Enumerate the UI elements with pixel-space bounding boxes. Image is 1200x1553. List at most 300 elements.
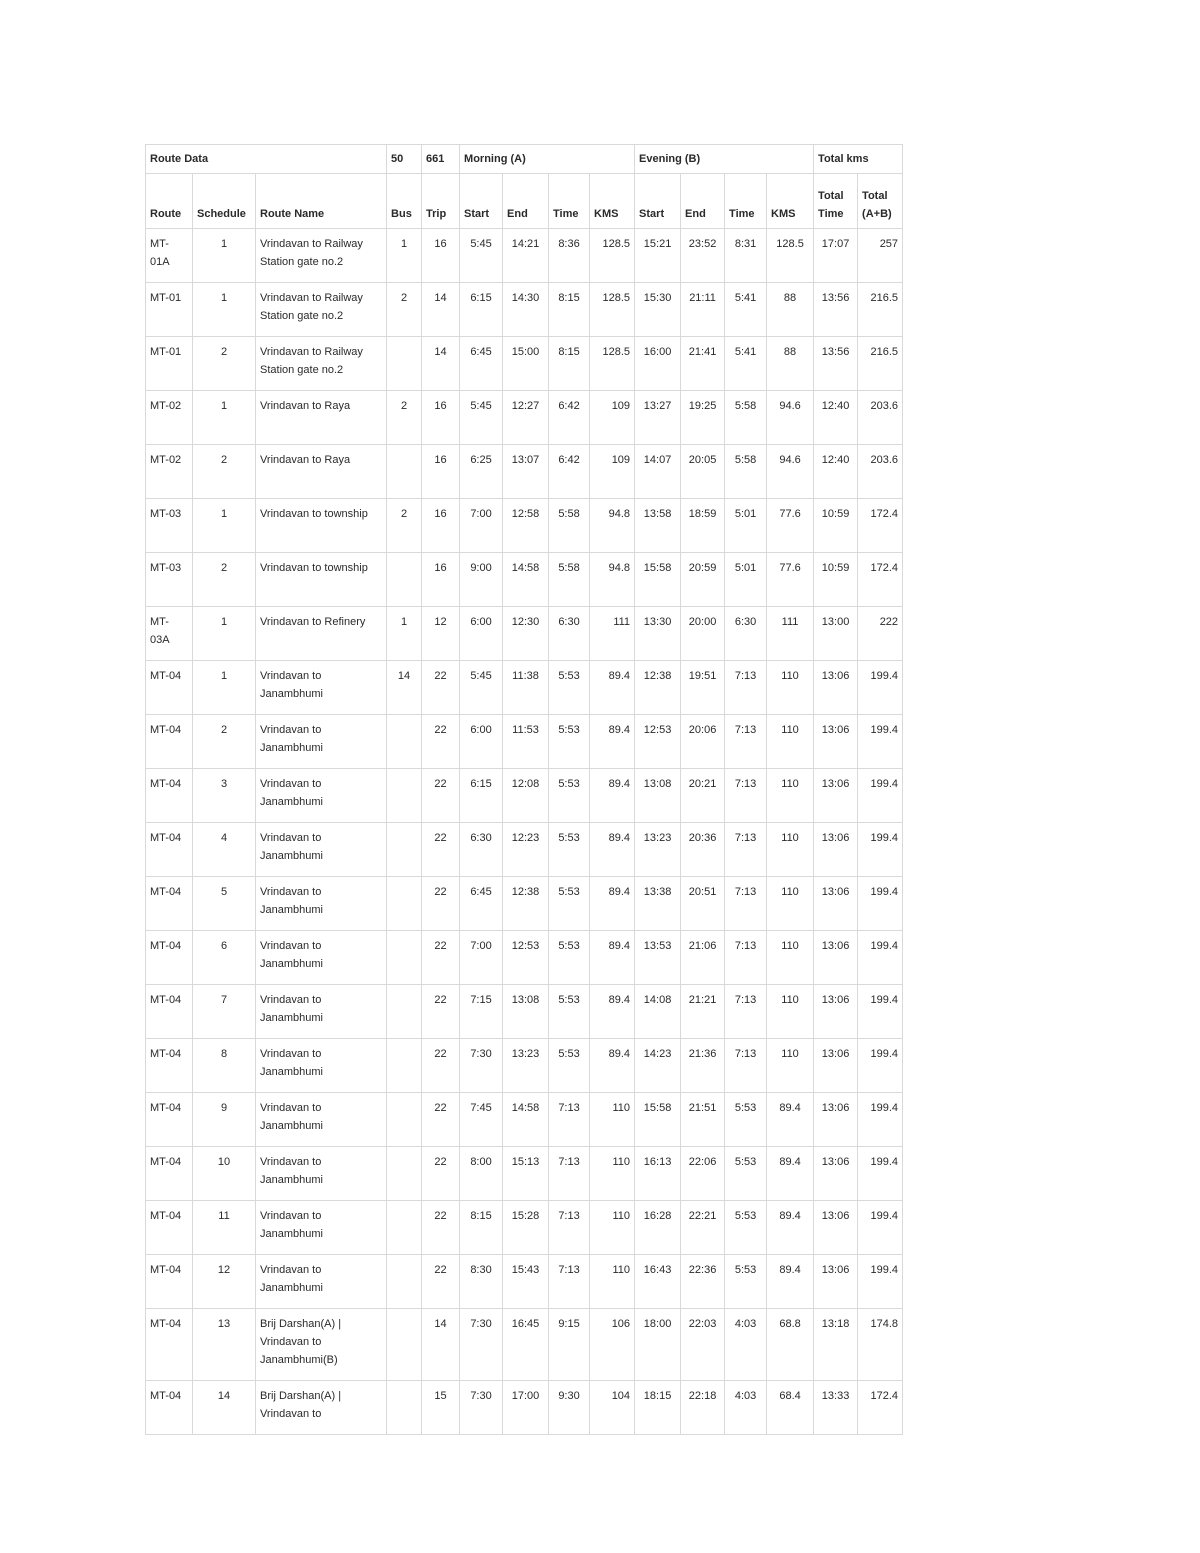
total-time-cell: 13:56 [814, 283, 858, 337]
column-header-evening-kms: KMS [767, 174, 814, 229]
evening-end-cell: 19:51 [681, 661, 725, 715]
total-kms-cell: 199.4 [858, 823, 903, 877]
table-row [146, 985, 903, 1039]
evening-time-cell: 4:03 [725, 1309, 767, 1381]
total-kms-cell: 172.4 [858, 499, 903, 553]
route-name-cell: Vrindavan to Janambhumi [256, 877, 387, 931]
trip-cell: 12 [422, 607, 460, 661]
trip-cell: 22 [422, 877, 460, 931]
evening-kms-cell: 128.5 [767, 229, 814, 283]
bus-cell [387, 823, 422, 877]
total-time-cell: 12:40 [814, 445, 858, 499]
schedule-cell: 2 [193, 553, 256, 607]
total-kms-cell: 199.4 [858, 931, 903, 985]
table-row [146, 823, 903, 877]
evening-start-cell: 13:58 [635, 499, 681, 553]
route-cell: MT-02 [146, 391, 193, 445]
table-row [146, 769, 903, 823]
route-name-cell: Brij Darshan(A) | Vrindavan to [256, 1381, 387, 1435]
evening-kms-cell: 110 [767, 1039, 814, 1093]
morning-end-cell: 14:30 [503, 283, 549, 337]
schedule-cell: 9 [193, 1093, 256, 1147]
table-row [146, 1255, 903, 1309]
trip-cell: 16 [422, 391, 460, 445]
route-name-cell: Vrindavan to Janambhumi [256, 985, 387, 1039]
morning-kms-cell: 89.4 [590, 661, 635, 715]
route-name-cell: Brij Darshan(A) | Vrindavan to Janambhumi(B) [256, 1309, 387, 1381]
route-cell: MT-04 [146, 1093, 193, 1147]
total-kms-cell: 199.4 [858, 769, 903, 823]
table-row [146, 877, 903, 931]
morning-kms-cell: 109 [590, 391, 635, 445]
route-cell: MT-03A [146, 607, 193, 661]
schedule-cell: 5 [193, 877, 256, 931]
route-name-cell: Vrindavan to township [256, 553, 387, 607]
morning-time-cell: 5:53 [549, 985, 590, 1039]
evening-kms-cell: 89.4 [767, 1147, 814, 1201]
morning-kms-cell: 89.4 [590, 931, 635, 985]
evening-time-cell: 7:13 [725, 823, 767, 877]
route-name-cell: Vrindavan to Janambhumi [256, 661, 387, 715]
evening-start-cell: 14:07 [635, 445, 681, 499]
trip-cell: 14 [422, 1309, 460, 1381]
column-header-total-kms: Total (A+B) [858, 174, 903, 229]
evening-kms-cell: 110 [767, 931, 814, 985]
morning-end-cell: 13:23 [503, 1039, 549, 1093]
evening-end-cell: 23:52 [681, 229, 725, 283]
route-cell: MT-02 [146, 445, 193, 499]
total-time-cell: 12:40 [814, 391, 858, 445]
total-time-cell: 10:59 [814, 499, 858, 553]
morning-time-cell: 5:58 [549, 553, 590, 607]
route-name-cell: Vrindavan to Janambhumi [256, 1147, 387, 1201]
schedule-cell: 4 [193, 823, 256, 877]
total-kms-cell: 172.4 [858, 553, 903, 607]
route-name-cell: Vrindavan to Janambhumi [256, 1039, 387, 1093]
column-header-bus: Bus [387, 174, 422, 229]
bus-cell: 2 [387, 391, 422, 445]
bus-cell: 1 [387, 229, 422, 283]
evening-time-cell: 5:01 [725, 499, 767, 553]
evening-kms-cell: 94.6 [767, 391, 814, 445]
bus-cell [387, 931, 422, 985]
route-name-cell: Vrindavan to Raya [256, 445, 387, 499]
table-row [146, 661, 903, 715]
morning-end-cell: 12:38 [503, 877, 549, 931]
schedule-cell: 1 [193, 283, 256, 337]
group-header-total-kms: Total kms [814, 145, 903, 174]
table-row [146, 499, 903, 553]
total-time-cell: 13:06 [814, 1255, 858, 1309]
morning-kms-cell: 110 [590, 1201, 635, 1255]
route-cell: MT-04 [146, 1201, 193, 1255]
table-row [146, 715, 903, 769]
schedule-cell: 14 [193, 1381, 256, 1435]
evening-kms-cell: 68.8 [767, 1309, 814, 1381]
morning-start-cell: 6:00 [460, 607, 503, 661]
route-name-cell: Vrindavan to Janambhumi [256, 931, 387, 985]
morning-start-cell: 5:45 [460, 229, 503, 283]
evening-kms-cell: 110 [767, 877, 814, 931]
morning-end-cell: 15:13 [503, 1147, 549, 1201]
route-name-cell: Vrindavan to township [256, 499, 387, 553]
morning-time-cell: 6:30 [549, 607, 590, 661]
bus-cell [387, 1381, 422, 1435]
evening-start-cell: 16:00 [635, 337, 681, 391]
bus-cell: 14 [387, 661, 422, 715]
table-row [146, 391, 903, 445]
morning-time-cell: 6:42 [549, 445, 590, 499]
evening-end-cell: 19:25 [681, 391, 725, 445]
column-header-schedule: Schedule [193, 174, 256, 229]
table-row [146, 229, 903, 283]
route-cell: MT-04 [146, 931, 193, 985]
morning-end-cell: 12:58 [503, 499, 549, 553]
bus-cell [387, 1093, 422, 1147]
total-time-cell: 13:06 [814, 1093, 858, 1147]
morning-end-cell: 14:58 [503, 1093, 549, 1147]
total-time-cell: 13:06 [814, 931, 858, 985]
route-cell: MT-04 [146, 877, 193, 931]
total-time-cell: 13:06 [814, 985, 858, 1039]
trip-cell: 14 [422, 337, 460, 391]
route-name-cell: Vrindavan to Refinery [256, 607, 387, 661]
morning-start-cell: 8:30 [460, 1255, 503, 1309]
evening-kms-cell: 88 [767, 283, 814, 337]
morning-time-cell: 8:15 [549, 337, 590, 391]
bus-cell [387, 877, 422, 931]
evening-end-cell: 22:36 [681, 1255, 725, 1309]
route-cell: MT-04 [146, 1039, 193, 1093]
evening-kms-cell: 77.6 [767, 553, 814, 607]
morning-time-cell: 9:30 [549, 1381, 590, 1435]
morning-end-cell: 15:28 [503, 1201, 549, 1255]
schedule-cell: 1 [193, 607, 256, 661]
trip-cell: 22 [422, 931, 460, 985]
morning-kms-cell: 110 [590, 1093, 635, 1147]
route-cell: MT-01 [146, 283, 193, 337]
evening-kms-cell: 88 [767, 337, 814, 391]
total-kms-cell: 199.4 [858, 877, 903, 931]
table-row [146, 1093, 903, 1147]
morning-end-cell: 17:00 [503, 1381, 549, 1435]
morning-end-cell: 15:00 [503, 337, 549, 391]
evening-end-cell: 18:59 [681, 499, 725, 553]
morning-kms-cell: 128.5 [590, 337, 635, 391]
evening-time-cell: 7:13 [725, 985, 767, 1039]
table-row [146, 607, 903, 661]
evening-kms-cell: 89.4 [767, 1255, 814, 1309]
route-name-cell: Vrindavan to Railway Station gate no.2 [256, 283, 387, 337]
morning-time-cell: 7:13 [549, 1201, 590, 1255]
schedule-cell: 8 [193, 1039, 256, 1093]
evening-time-cell: 5:53 [725, 1147, 767, 1201]
morning-kms-cell: 94.8 [590, 499, 635, 553]
bus-cell [387, 1255, 422, 1309]
evening-time-cell: 5:41 [725, 337, 767, 391]
evening-start-cell: 15:58 [635, 1093, 681, 1147]
morning-start-cell: 5:45 [460, 391, 503, 445]
morning-kms-cell: 89.4 [590, 985, 635, 1039]
evening-start-cell: 12:38 [635, 661, 681, 715]
morning-kms-cell: 89.4 [590, 877, 635, 931]
evening-end-cell: 20:59 [681, 553, 725, 607]
evening-kms-cell: 77.6 [767, 499, 814, 553]
morning-time-cell: 5:53 [549, 823, 590, 877]
morning-time-cell: 9:15 [549, 1309, 590, 1381]
trip-cell: 22 [422, 769, 460, 823]
schedule-cell: 1 [193, 229, 256, 283]
bus-cell [387, 337, 422, 391]
morning-kms-cell: 128.5 [590, 229, 635, 283]
morning-end-cell: 14:58 [503, 553, 549, 607]
evening-kms-cell: 110 [767, 769, 814, 823]
morning-start-cell: 7:45 [460, 1093, 503, 1147]
morning-end-cell: 13:07 [503, 445, 549, 499]
evening-time-cell: 5:58 [725, 391, 767, 445]
morning-start-cell: 7:30 [460, 1381, 503, 1435]
route-cell: MT-04 [146, 823, 193, 877]
evening-end-cell: 20:00 [681, 607, 725, 661]
trip-cell: 16 [422, 229, 460, 283]
evening-start-cell: 15:58 [635, 553, 681, 607]
trip-cell: 22 [422, 661, 460, 715]
morning-time-cell: 5:53 [549, 715, 590, 769]
total-time-cell: 13:00 [814, 607, 858, 661]
morning-start-cell: 7:15 [460, 985, 503, 1039]
column-header-morning-end: End [503, 174, 549, 229]
morning-start-cell: 7:30 [460, 1039, 503, 1093]
evening-kms-cell: 110 [767, 823, 814, 877]
evening-start-cell: 16:13 [635, 1147, 681, 1201]
morning-start-cell: 6:45 [460, 877, 503, 931]
route-name-cell: Vrindavan to Janambhumi [256, 1093, 387, 1147]
schedule-cell: 1 [193, 661, 256, 715]
trip-cell: 22 [422, 823, 460, 877]
morning-start-cell: 7:00 [460, 931, 503, 985]
route-cell: MT-04 [146, 1381, 193, 1435]
trip-cell: 15 [422, 1381, 460, 1435]
total-kms-cell: 203.6 [858, 445, 903, 499]
total-kms-cell: 199.4 [858, 661, 903, 715]
group-header-morning: Morning (A) [460, 145, 635, 174]
morning-end-cell: 12:53 [503, 931, 549, 985]
morning-end-cell: 12:08 [503, 769, 549, 823]
morning-end-cell: 14:21 [503, 229, 549, 283]
evening-kms-cell: 94.6 [767, 445, 814, 499]
evening-start-cell: 13:08 [635, 769, 681, 823]
total-time-cell: 13:06 [814, 877, 858, 931]
table-row [146, 283, 903, 337]
morning-kms-cell: 128.5 [590, 283, 635, 337]
total-time-cell: 13:06 [814, 1147, 858, 1201]
route-cell: MT-04 [146, 985, 193, 1039]
morning-kms-cell: 89.4 [590, 823, 635, 877]
column-header-evening-start: Start [635, 174, 681, 229]
route-cell: MT-04 [146, 661, 193, 715]
evening-time-cell: 5:53 [725, 1093, 767, 1147]
evening-time-cell: 5:53 [725, 1201, 767, 1255]
schedule-cell: 12 [193, 1255, 256, 1309]
table-row [146, 553, 903, 607]
route-cell: MT-04 [146, 1147, 193, 1201]
evening-time-cell: 7:13 [725, 931, 767, 985]
morning-end-cell: 12:27 [503, 391, 549, 445]
morning-kms-cell: 110 [590, 1255, 635, 1309]
evening-start-cell: 13:38 [635, 877, 681, 931]
morning-time-cell: 5:53 [549, 1039, 590, 1093]
bus-cell [387, 1201, 422, 1255]
evening-end-cell: 20:36 [681, 823, 725, 877]
evening-time-cell: 7:13 [725, 1039, 767, 1093]
evening-start-cell: 18:00 [635, 1309, 681, 1381]
route-cell: MT-04 [146, 1309, 193, 1381]
total-kms-cell: 199.4 [858, 1039, 903, 1093]
trip-cell: 14 [422, 283, 460, 337]
schedule-cell: 2 [193, 445, 256, 499]
table-row [146, 445, 903, 499]
total-kms-cell: 222 [858, 607, 903, 661]
schedule-cell: 2 [193, 337, 256, 391]
evening-end-cell: 22:06 [681, 1147, 725, 1201]
morning-kms-cell: 89.4 [590, 715, 635, 769]
evening-time-cell: 5:41 [725, 283, 767, 337]
evening-kms-cell: 89.4 [767, 1201, 814, 1255]
bus-cell [387, 985, 422, 1039]
morning-end-cell: 12:23 [503, 823, 549, 877]
morning-kms-cell: 94.8 [590, 553, 635, 607]
total-kms-cell: 199.4 [858, 1147, 903, 1201]
trip-cell: 22 [422, 1201, 460, 1255]
evening-end-cell: 22:21 [681, 1201, 725, 1255]
evening-start-cell: 15:21 [635, 229, 681, 283]
morning-time-cell: 8:15 [549, 283, 590, 337]
morning-kms-cell: 89.4 [590, 769, 635, 823]
morning-time-cell: 8:36 [549, 229, 590, 283]
morning-kms-cell: 109 [590, 445, 635, 499]
evening-start-cell: 14:23 [635, 1039, 681, 1093]
morning-start-cell: 6:45 [460, 337, 503, 391]
evening-start-cell: 13:23 [635, 823, 681, 877]
total-time-cell: 13:06 [814, 823, 858, 877]
trip-cell: 16 [422, 553, 460, 607]
morning-kms-cell: 111 [590, 607, 635, 661]
morning-end-cell: 12:30 [503, 607, 549, 661]
route-cell: MT-03 [146, 553, 193, 607]
bus-cell: 2 [387, 283, 422, 337]
morning-time-cell: 6:42 [549, 391, 590, 445]
route-name-cell: Vrindavan to Raya [256, 391, 387, 445]
evening-time-cell: 7:13 [725, 715, 767, 769]
total-kms-cell: 199.4 [858, 1093, 903, 1147]
total-kms-cell: 216.5 [858, 337, 903, 391]
route-name-cell: Vrindavan to Janambhumi [256, 715, 387, 769]
morning-kms-cell: 104 [590, 1381, 635, 1435]
bus-cell: 1 [387, 607, 422, 661]
morning-time-cell: 5:53 [549, 931, 590, 985]
evening-end-cell: 20:05 [681, 445, 725, 499]
evening-start-cell: 16:43 [635, 1255, 681, 1309]
morning-end-cell: 13:08 [503, 985, 549, 1039]
morning-time-cell: 5:53 [549, 769, 590, 823]
trip-cell: 22 [422, 1039, 460, 1093]
evening-start-cell: 13:53 [635, 931, 681, 985]
evening-kms-cell: 111 [767, 607, 814, 661]
total-time-cell: 13:06 [814, 769, 858, 823]
schedule-cell: 3 [193, 769, 256, 823]
morning-start-cell: 8:15 [460, 1201, 503, 1255]
table-row [146, 1039, 903, 1093]
total-kms-cell: 199.4 [858, 985, 903, 1039]
evening-time-cell: 8:31 [725, 229, 767, 283]
evening-end-cell: 21:36 [681, 1039, 725, 1093]
evening-start-cell: 15:30 [635, 283, 681, 337]
morning-end-cell: 16:45 [503, 1309, 549, 1381]
morning-kms-cell: 110 [590, 1147, 635, 1201]
evening-time-cell: 5:58 [725, 445, 767, 499]
total-time-cell: 13:33 [814, 1381, 858, 1435]
morning-time-cell: 5:58 [549, 499, 590, 553]
trip-cell: 22 [422, 985, 460, 1039]
evening-start-cell: 13:27 [635, 391, 681, 445]
total-time-cell: 13:06 [814, 661, 858, 715]
group-header-bus-count: 50 [387, 145, 422, 174]
morning-start-cell: 6:00 [460, 715, 503, 769]
total-time-cell: 17:07 [814, 229, 858, 283]
total-kms-cell: 216.5 [858, 283, 903, 337]
morning-start-cell: 8:00 [460, 1147, 503, 1201]
group-header-route-data: Route Data [146, 145, 387, 174]
morning-time-cell: 5:53 [549, 661, 590, 715]
table-row [146, 1147, 903, 1201]
evening-kms-cell: 110 [767, 715, 814, 769]
evening-kms-cell: 110 [767, 985, 814, 1039]
trip-cell: 22 [422, 1093, 460, 1147]
trip-cell: 22 [422, 715, 460, 769]
evening-end-cell: 21:11 [681, 283, 725, 337]
table-body [146, 229, 903, 1435]
total-kms-cell: 257 [858, 229, 903, 283]
total-time-cell: 10:59 [814, 553, 858, 607]
table-row [146, 1201, 903, 1255]
column-header-evening-time: Time [725, 174, 767, 229]
column-header-morning-start: Start [460, 174, 503, 229]
route-name-cell: Vrindavan to Janambhumi [256, 1255, 387, 1309]
evening-end-cell: 21:21 [681, 985, 725, 1039]
morning-time-cell: 7:13 [549, 1147, 590, 1201]
morning-kms-cell: 106 [590, 1309, 635, 1381]
evening-end-cell: 21:06 [681, 931, 725, 985]
route-cell: MT-04 [146, 1255, 193, 1309]
column-header-total-time: Total Time [814, 174, 858, 229]
schedule-cell: 11 [193, 1201, 256, 1255]
evening-time-cell: 4:03 [725, 1381, 767, 1435]
group-header-row [146, 145, 903, 174]
total-kms-cell: 172.4 [858, 1381, 903, 1435]
evening-end-cell: 22:18 [681, 1381, 725, 1435]
evening-kms-cell: 89.4 [767, 1093, 814, 1147]
route-name-cell: Vrindavan to Janambhumi [256, 769, 387, 823]
evening-time-cell: 5:53 [725, 1255, 767, 1309]
morning-end-cell: 11:53 [503, 715, 549, 769]
column-header-morning-kms: KMS [590, 174, 635, 229]
morning-start-cell: 6:30 [460, 823, 503, 877]
bus-cell [387, 715, 422, 769]
schedule-cell: 13 [193, 1309, 256, 1381]
total-time-cell: 13:18 [814, 1309, 858, 1381]
route-cell: MT-01 [146, 337, 193, 391]
schedule-cell: 2 [193, 715, 256, 769]
